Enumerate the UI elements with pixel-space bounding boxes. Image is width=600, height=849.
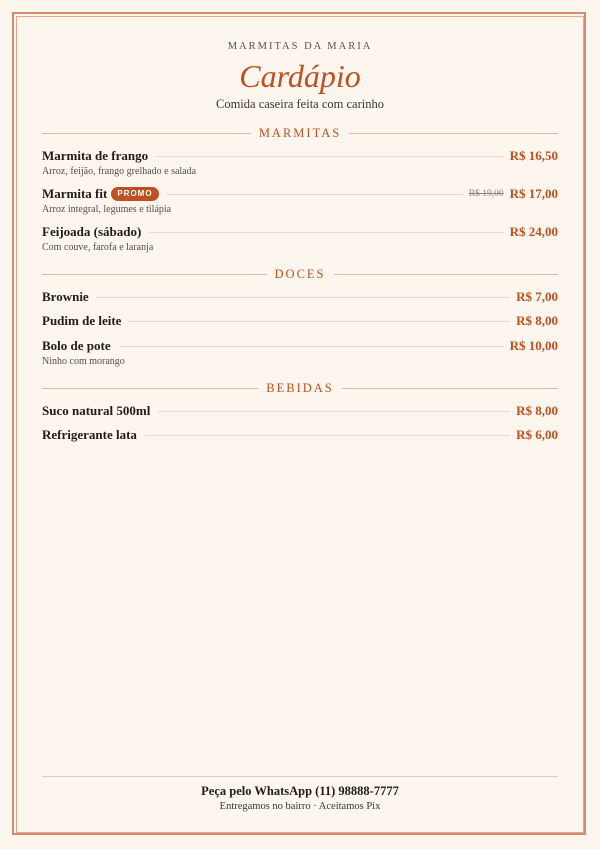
item-name: Suco natural 500ml [42, 403, 151, 418]
section-rule-right [349, 133, 558, 134]
item-name: Refrigerante lata [42, 427, 137, 442]
section-rule-right [334, 274, 559, 275]
page-subtitle: Comida caseira feita com carinho [216, 97, 384, 111]
section-title: DOCES [274, 266, 326, 281]
section-header-doces [42, 266, 558, 282]
menu-item-pudim [42, 312, 558, 330]
section-title: MARMITAS [258, 125, 342, 140]
item-price: R$ 10,00 [509, 338, 558, 353]
page-title: Cardápio [239, 58, 361, 94]
menu-item-bolo-de-pote [42, 337, 558, 367]
section-header-marmitas [42, 125, 558, 141]
dotted-leader [129, 321, 510, 322]
section-rule-left [42, 388, 258, 389]
item-price: R$ 8,00 [516, 313, 558, 328]
item-price: R$ 7,00 [516, 289, 558, 304]
dotted-leader [149, 232, 503, 233]
item-price: R$ 24,00 [509, 224, 558, 239]
item-name: Marmita fit [42, 186, 108, 201]
menu-item-marmita-fit [42, 185, 558, 215]
item-name: Marmita de frango [42, 148, 149, 163]
promo-badge: PROMO [111, 187, 158, 201]
item-name: Brownie [42, 289, 89, 304]
item-price: R$ 17,00 [509, 186, 558, 201]
item-price: R$ 8,00 [516, 403, 558, 418]
item-description: Arroz, feijão, frango grelhado e salada [42, 166, 197, 177]
item-name: Bolo de pote [42, 338, 111, 353]
section-title: BEBIDAS [266, 380, 334, 395]
brand-name: MARMITAS DA MARIA [227, 41, 373, 52]
footer-contact: Peça pelo WhatsApp (11) 98888-7777 [201, 784, 399, 798]
dotted-leader [119, 346, 504, 347]
dotted-leader [158, 411, 510, 412]
section-rule-left [42, 133, 251, 134]
item-old-price: R$ 19,00 [468, 189, 504, 199]
menu-item-suco [42, 402, 558, 420]
item-name: Pudim de leite [42, 313, 122, 328]
footer-divider [42, 776, 558, 777]
section-header-bebidas [42, 380, 558, 396]
footer-note: Entregamos no bairro · Aceitamos Pix [219, 801, 381, 812]
item-price: R$ 16,50 [509, 148, 558, 163]
menu-item-feijoada [42, 223, 558, 253]
section-rule-left [42, 274, 267, 275]
item-description: Arroz integral, legumes e tilápia [42, 204, 172, 215]
dotted-leader [167, 194, 463, 195]
item-description: Com couve, farofa e laranja [42, 242, 154, 253]
menu-item-refrigerante [42, 426, 558, 444]
dotted-leader [97, 297, 510, 298]
section-rule-right [342, 388, 558, 389]
item-description: Ninho com morango [42, 356, 125, 367]
menu-item-marmita-frango [42, 147, 558, 177]
dotted-leader [156, 156, 503, 157]
dotted-leader [145, 435, 510, 436]
item-price: R$ 6,00 [516, 427, 558, 442]
menu-item-brownie [42, 288, 558, 306]
item-name: Feijoada (sábado) [42, 224, 142, 239]
